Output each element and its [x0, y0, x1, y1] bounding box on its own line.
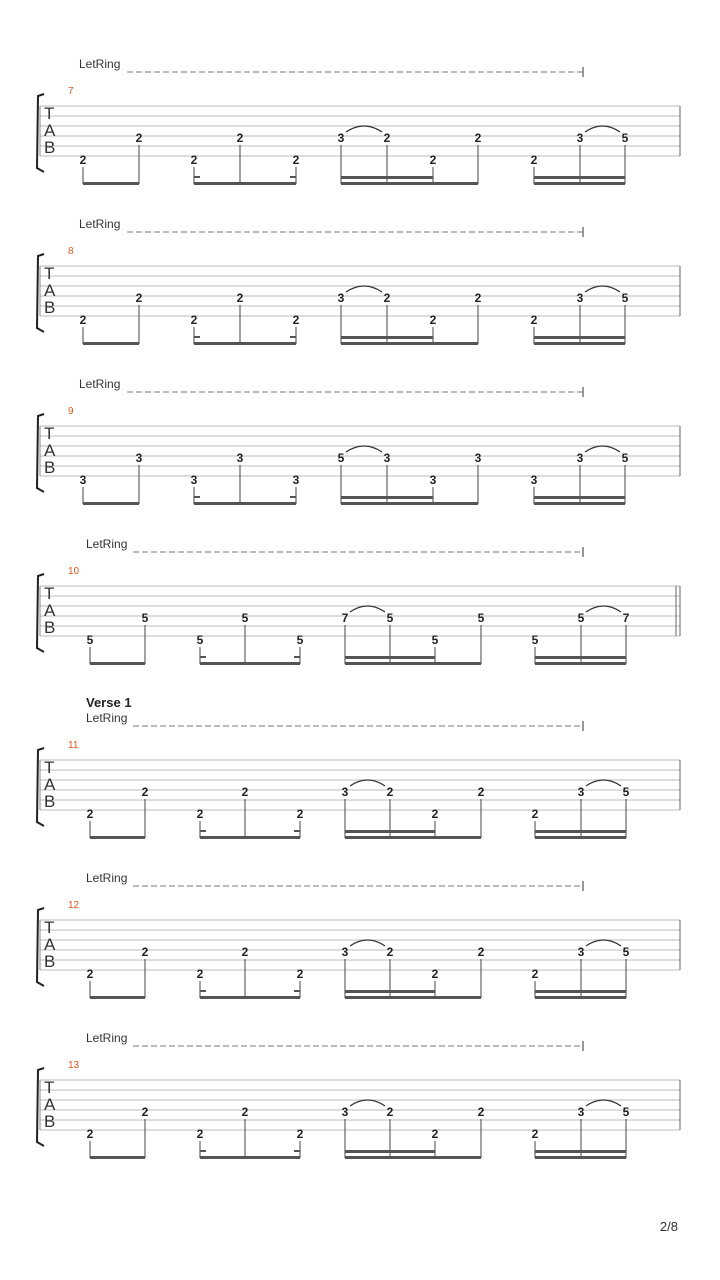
tab-clef-letter: B: [44, 298, 56, 317]
fret-number: 2: [386, 1105, 394, 1119]
fret-number: 2: [135, 131, 143, 145]
tab-clef-letter: T: [44, 104, 55, 123]
fret-number: 3: [190, 473, 198, 487]
fret-number: 2: [431, 967, 439, 981]
fret-number: 2: [292, 313, 300, 327]
measure-number: 7: [68, 86, 74, 97]
let-ring-label: LetRing: [86, 1031, 128, 1045]
measure-number: 12: [68, 900, 80, 911]
fret-number: 5: [241, 611, 249, 625]
fret-number: 2: [386, 945, 394, 959]
fret-number: 2: [429, 313, 437, 327]
fret-number: 3: [474, 451, 482, 465]
fret-number: 3: [337, 291, 345, 305]
fret-number: 2: [241, 945, 249, 959]
measure-number: 8: [68, 246, 74, 257]
fret-number: 5: [386, 611, 394, 625]
measure-number: 11: [68, 740, 79, 751]
fret-number: 3: [577, 785, 585, 799]
fret-number: 2: [241, 785, 249, 799]
fret-number: 2: [431, 807, 439, 821]
tab-clef-letter: A: [44, 601, 56, 620]
fret-number: 2: [141, 945, 149, 959]
fret-number: 2: [531, 967, 539, 981]
fret-number: 5: [141, 611, 149, 625]
fret-number: 2: [383, 291, 391, 305]
fret-number: 5: [431, 633, 439, 647]
beam: [535, 1156, 626, 1159]
fret-number: 2: [474, 131, 482, 145]
fret-number: 2: [530, 313, 538, 327]
let-ring-label: LetRing: [79, 377, 121, 391]
fret-number: 2: [190, 313, 198, 327]
fret-number: 5: [621, 291, 629, 305]
let-ring-label: LetRing: [86, 711, 128, 725]
beam: [345, 1150, 435, 1153]
fret-number: 2: [477, 945, 485, 959]
fret-number: 2: [79, 153, 87, 167]
beam: [535, 1150, 626, 1153]
fret-number: 2: [531, 1127, 539, 1141]
let-ring-label: LetRing: [86, 537, 128, 551]
fret-number: 2: [196, 807, 204, 821]
measure-number: 9: [68, 406, 74, 417]
tie-arc: [586, 1100, 621, 1106]
tab-clef-letter: A: [44, 775, 56, 794]
fret-number: 2: [386, 785, 394, 799]
fret-number: 2: [431, 1127, 439, 1141]
fret-number: 2: [141, 785, 149, 799]
fret-number: 3: [429, 473, 437, 487]
tie-arc: [350, 1100, 385, 1106]
fret-number: 3: [292, 473, 300, 487]
fret-number: 5: [621, 131, 629, 145]
fret-number: 3: [79, 473, 87, 487]
fret-number: 2: [236, 291, 244, 305]
fret-number: 7: [341, 611, 349, 625]
fret-number: 2: [531, 807, 539, 821]
fret-number: 2: [135, 291, 143, 305]
beam-stub: [294, 1150, 300, 1152]
beam-stub: [200, 1150, 206, 1152]
fret-number: 5: [531, 633, 539, 647]
fret-number: 3: [337, 131, 345, 145]
tab-clef-letter: B: [44, 138, 56, 157]
fret-number: 5: [296, 633, 304, 647]
tab-clef-letter: B: [44, 792, 56, 811]
fret-number: 2: [477, 1105, 485, 1119]
fret-number: 2: [196, 1127, 204, 1141]
fret-number: 5: [622, 1105, 630, 1119]
fret-number: 5: [621, 451, 629, 465]
fret-number: 3: [576, 291, 584, 305]
beam: [345, 1156, 481, 1159]
tab-clef-letter: T: [44, 584, 55, 603]
fret-number: 5: [577, 611, 585, 625]
fret-number: 5: [622, 785, 630, 799]
fret-number: 2: [296, 1127, 304, 1141]
fret-number: 7: [622, 611, 630, 625]
fret-number: 3: [530, 473, 538, 487]
tab-clef-letter: B: [44, 458, 56, 477]
fret-number: 3: [236, 451, 244, 465]
fret-number: 3: [341, 945, 349, 959]
fret-number: 5: [337, 451, 345, 465]
let-ring-label: LetRing: [86, 871, 128, 885]
fret-number: 5: [196, 633, 204, 647]
tab-clef-letter: T: [44, 264, 55, 283]
page-number: 2/8: [659, 1219, 678, 1234]
fret-number: 2: [236, 131, 244, 145]
fret-number: 2: [141, 1105, 149, 1119]
section-title: Verse 1: [86, 695, 132, 710]
measure-number: 13: [68, 1060, 80, 1071]
fret-number: 2: [296, 967, 304, 981]
fret-number: 2: [86, 967, 94, 981]
tab-clef-letter: T: [44, 758, 55, 777]
fret-number: 3: [576, 131, 584, 145]
fret-number: 2: [383, 131, 391, 145]
let-ring-label: LetRing: [79, 217, 121, 231]
tab-clef-letter: T: [44, 424, 55, 443]
fret-number: 3: [135, 451, 143, 465]
fret-number: 5: [622, 945, 630, 959]
tab-clef-letter: A: [44, 441, 56, 460]
fret-number: 2: [477, 785, 485, 799]
fret-number: 2: [196, 967, 204, 981]
fret-number: 2: [292, 153, 300, 167]
fret-number: 2: [296, 807, 304, 821]
tab-clef-letter: B: [44, 1112, 56, 1131]
fret-number: 2: [86, 1127, 94, 1141]
tab-clef-letter: A: [44, 935, 56, 954]
fret-number: 2: [79, 313, 87, 327]
fret-number: 5: [86, 633, 94, 647]
fret-number: 2: [530, 153, 538, 167]
fret-number: 2: [86, 807, 94, 821]
beam: [90, 1156, 145, 1159]
fret-number: 3: [577, 945, 585, 959]
fret-number: 3: [341, 1105, 349, 1119]
let-ring-label: LetRing: [79, 57, 121, 71]
tab-clef-letter: A: [44, 1095, 56, 1114]
fret-number: 2: [474, 291, 482, 305]
fret-number: 3: [577, 1105, 585, 1119]
tab-clef-letter: T: [44, 918, 55, 937]
measure-number: 10: [68, 566, 80, 577]
fret-number: 3: [383, 451, 391, 465]
tab-clef-letter: B: [44, 952, 56, 971]
fret-number: 3: [576, 451, 584, 465]
tab-clef-letter: A: [44, 281, 56, 300]
fret-number: 2: [241, 1105, 249, 1119]
fret-number: 5: [477, 611, 485, 625]
fret-number: 2: [429, 153, 437, 167]
beam: [200, 1156, 300, 1159]
fret-number: 2: [190, 153, 198, 167]
tab-clef-letter: A: [44, 121, 56, 140]
tab-clef-letter: B: [44, 618, 56, 637]
tab-clef-letter: T: [44, 1078, 55, 1097]
fret-number: 3: [341, 785, 349, 799]
